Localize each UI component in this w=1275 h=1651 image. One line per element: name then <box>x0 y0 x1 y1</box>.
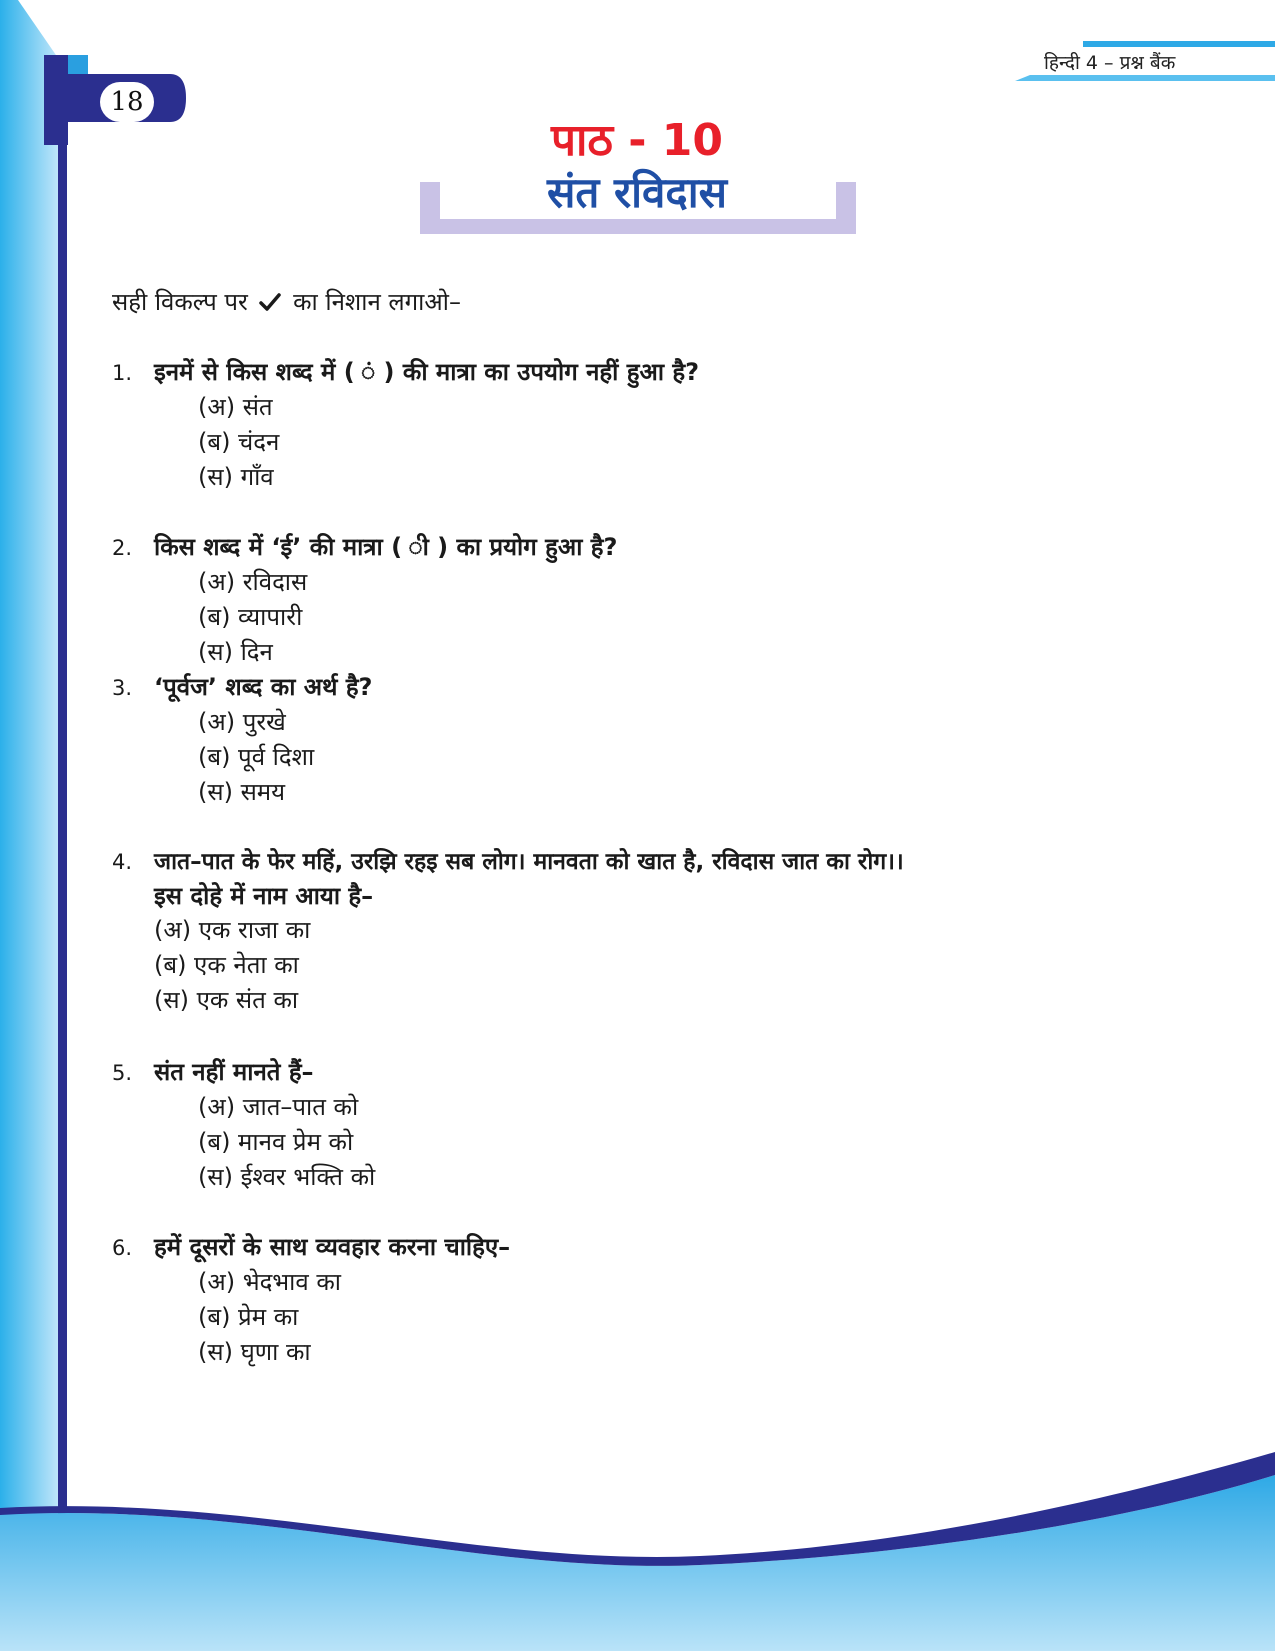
instruction <box>112 285 461 318</box>
question-line <box>112 670 372 705</box>
option-item[interactable]: (अ) भेदभाव का <box>198 1268 342 1296</box>
option-item[interactable]: (अ) एक राजा का <box>154 916 311 944</box>
book-label: हिन्दी 4 – प्रश्न बैंक <box>1044 52 1176 74</box>
question-2 <box>112 530 617 670</box>
question-text: संत नहीं मानते हैं– <box>154 1058 314 1086</box>
option-item[interactable]: (स) गाँव <box>198 463 274 491</box>
option-item[interactable]: (ब) चंदन <box>198 428 280 456</box>
option-item[interactable]: (अ) पुरखे <box>198 708 286 736</box>
question-number: 6. <box>112 1236 133 1260</box>
question-3 <box>112 670 372 810</box>
question-number: 3. <box>112 676 133 700</box>
question-text: किस शब्द में ‘ई’ की मात्रा ( ी ) का प्रयोग हुआ है? <box>154 533 618 561</box>
lesson-number: पाठ - 10 <box>550 115 724 166</box>
page-number: 18 <box>100 82 154 122</box>
question-6 <box>112 1230 510 1370</box>
instruction-text-before: सही विकल्प पर <box>112 288 248 316</box>
option-list <box>112 1090 375 1195</box>
question-line <box>112 845 904 879</box>
option-item[interactable]: (ब) व्यापारी <box>198 603 303 631</box>
question-4 <box>112 845 904 1018</box>
bottom-wave <box>0 1452 1275 1651</box>
question-line <box>112 530 617 565</box>
option-item[interactable]: (ब) एक नेता का <box>154 951 299 979</box>
option-list <box>112 705 372 810</box>
question-number: 1. <box>112 361 133 385</box>
question-line <box>112 355 699 390</box>
option-item[interactable]: (स) एक संत का <box>154 986 299 1014</box>
question-text: जात–पात के फेर महिं, उरझि रहइ सब लोग। मानवता को खात है, रविदास जात का रोग।। <box>154 849 904 875</box>
option-list <box>112 913 904 1018</box>
option-item[interactable]: (अ) रविदास <box>198 568 308 596</box>
question-line <box>112 1055 375 1090</box>
option-list <box>112 390 699 495</box>
left-side-band <box>0 0 58 1651</box>
option-item[interactable]: (ब) मानव प्रेम को <box>198 1128 354 1156</box>
option-item[interactable]: (स) ईश्वर भक्ति को <box>198 1163 376 1191</box>
option-list <box>112 565 617 670</box>
option-list <box>112 1265 510 1370</box>
option-item[interactable]: (अ) संत <box>198 393 273 421</box>
checkmark-icon <box>259 292 281 312</box>
option-item[interactable]: (स) समय <box>198 778 286 806</box>
option-item[interactable]: (ब) पूर्व दिशा <box>198 743 315 771</box>
question-number: 2. <box>112 536 133 560</box>
question-text: ‘पूर्वज’ शब्द का अर्थ है? <box>154 673 373 701</box>
question-number: 5. <box>112 1061 133 1085</box>
question-text: हमें दूसरों के साथ व्यवहार करना चाहिए– <box>154 1233 511 1261</box>
question-line <box>112 1230 510 1265</box>
option-item[interactable]: (स) घृणा का <box>198 1338 311 1366</box>
question-subtext: इस दोहे में नाम आया है– <box>154 882 374 910</box>
option-item[interactable]: (ब) प्रेम का <box>198 1303 299 1331</box>
option-item[interactable]: (स) दिन <box>198 638 273 666</box>
question-number: 4. <box>112 850 133 874</box>
instruction-text-after: का निशान लगाओ– <box>293 288 461 316</box>
lesson-title: संत रविदास <box>547 168 727 217</box>
option-item[interactable]: (अ) जात–पात को <box>198 1093 359 1121</box>
question-5 <box>112 1055 375 1195</box>
question-1 <box>112 355 699 495</box>
question-text: इनमें से किस शब्द में ( ं ) की मात्रा का उपयोग नहीं हुआ है? <box>154 358 699 386</box>
